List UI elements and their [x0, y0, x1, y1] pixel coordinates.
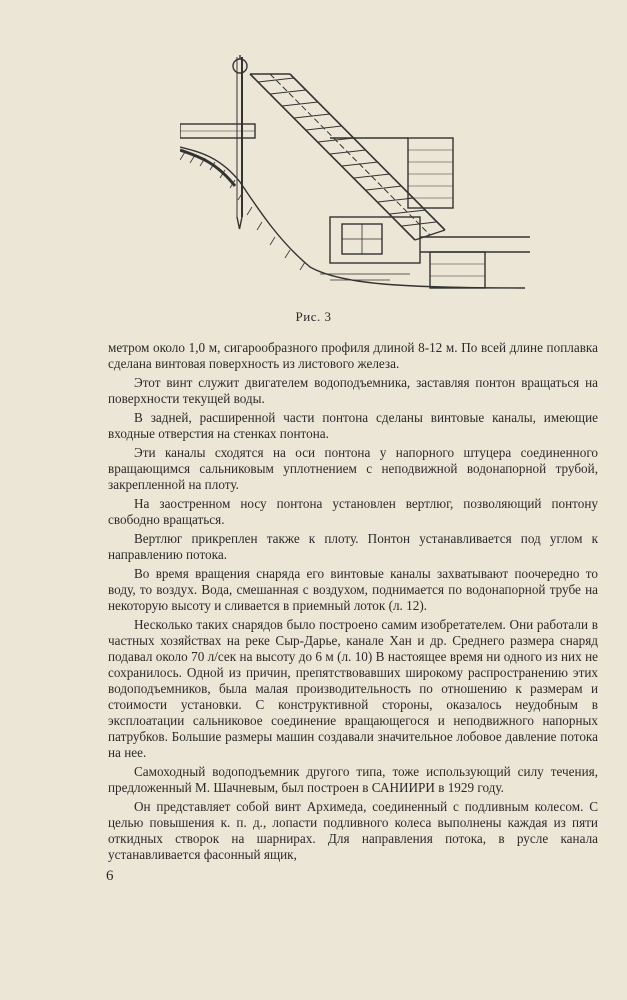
figure-caption: Рис. 3	[295, 309, 332, 324]
paragraph: Эти каналы сходятся на оси понтона у напорного штуцера соединенного вращающимся сальниковым уплотнением с неподвижной водонапорной трубой, закрепленной на плоту.	[108, 445, 598, 492]
paragraph: Этот винт служит двигателем водоподъемника, заставляя понтон вращаться на поверхности текущей воды.	[108, 375, 598, 406]
paragraph: В задней, расширенной части понтона сделаны винтовые каналы, имеющие входные отверстия на стенках понтона.	[108, 410, 598, 441]
paragraph: На заостренном носу понтона установлен вертлюг, позволяющий понтону свободно вращаться.	[108, 496, 598, 527]
paragraph: Несколько таких снарядов было построено самим изобретателем. Они работали в частных хозяйствах на реке Сыр-Дарье, канале Хан и др. Среднего размера снаряд подавал около 70 л/сек на высоту до 6 м (л. 10) В настоящее время ни одного из них не сохранилось. Одной из причин, препятствовавших широкому распространению этих водоподъемников, была малая производительность по отношению к размерам и стоимости установки. С конструктивной стороны, оказалось неудобным в эксплоатации сальниковое соединение вращающегося и неподвижного напорных патрубков. Большие размеры машин создавали значительное лобовое давление потока на нее.	[108, 617, 598, 760]
figure-illustration	[180, 52, 530, 302]
page-number: 6	[106, 868, 114, 884]
body-text	[108, 340, 598, 863]
paragraph: Во время вращения снаряда его винтовые каналы захватывают поочередно то воду, то воздух. Вода, смешанная с воздухом, поднимается по водонапорной трубе на некоторую высоту и сливается в приемный лоток (л. 12).	[108, 566, 598, 613]
archimedes-screw-drawing	[180, 52, 530, 302]
paragraph: Самоходный водоподъемник другого типа, тоже использующий силу течения, предложенный М. Шачневым, был построен в САНИИРИ в 1929 году.	[108, 764, 598, 795]
paragraph: Вертлюг прикреплен также к плоту. Понтон устанавливается под углом к направлению потока.	[108, 531, 598, 562]
paragraph: метром около 1,0 м, сигарообразного профиля длиной 8-12 м. По всей длине поплавка сделана винтовая поверхность из листового железа.	[108, 340, 598, 371]
paragraph: Он представляет собой винт Архимеда, соединенный с подливным колесом. С целью повышения к. п. д., лопасти подливного колеса выполнены каждая из пяти откидных створок на шарнирах. Для направления потока, в русле канала устанавливается фасонный ящик,	[108, 799, 598, 862]
